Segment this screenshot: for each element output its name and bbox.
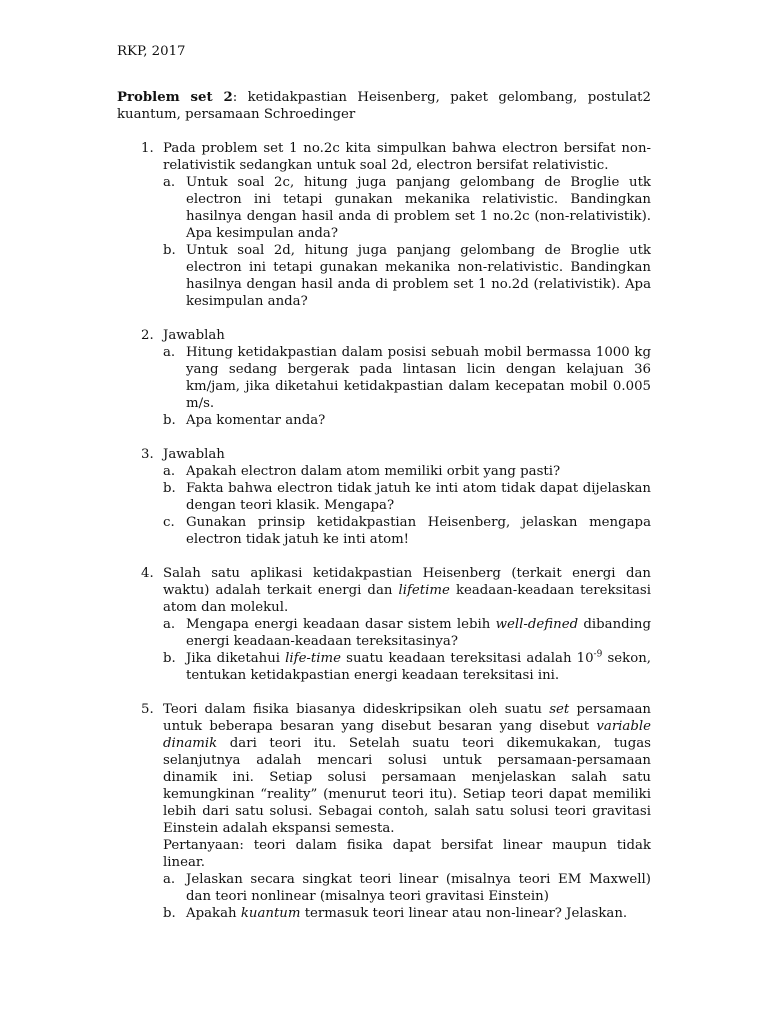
sub-text-part: dibanding energi keadaan-keadaan tereksitasinya? xyxy=(186,617,651,649)
sub-emphasis: kuantum xyxy=(240,906,301,921)
sub-text: Untuk soal 2c, hitung juga panjang gelombang de Broglie utk electron ini tetapi gunakan mekanika relativistic. Bandingkan hasilnya dengan hasil anda di problem set 1 no.2c (non-relativistik). Apa kesimpulan anda? xyxy=(186,175,651,241)
problem-number: 3. xyxy=(141,447,154,462)
title-text: : ketidakpastian Heisenberg, paket gelombang, postulat2 kuantum, persamaan Schroedinger xyxy=(117,90,651,122)
problem-intro: Jawablah xyxy=(163,328,225,343)
sub-question xyxy=(163,463,651,480)
problem-intro xyxy=(163,565,651,616)
sub-text-part: Jika diketahui xyxy=(186,651,286,666)
intro-text: Teori dalam fisika biasanya dideskripsikan oleh suatu xyxy=(163,702,550,717)
intro-emphasis: lifetime xyxy=(398,583,450,598)
sub-question xyxy=(163,616,651,650)
intro-text: persamaan untuk beberapa besaran yang disebut besaran yang disebut xyxy=(163,702,651,734)
intro-emphasis: variable dinamik xyxy=(163,719,651,751)
sub-text xyxy=(186,617,651,649)
sub-label: b. xyxy=(163,906,176,921)
problem-2 xyxy=(117,327,651,429)
sub-label: b. xyxy=(163,413,176,428)
problem-5 xyxy=(117,701,651,922)
problem-4 xyxy=(117,565,651,684)
sub-text-part: termasuk teori linear atau non-linear? Jelaskan. xyxy=(300,906,628,921)
sub-question xyxy=(163,412,651,429)
problem-3 xyxy=(117,446,651,548)
sub-text xyxy=(186,651,651,683)
sub-label: b. xyxy=(163,243,176,258)
sub-text: Apa komentar anda? xyxy=(186,413,326,428)
intro-text: Salah satu aplikasi ketidakpastian Heisenberg (terkait energi dan waktu) adalah terkait energi dan xyxy=(163,566,651,598)
problem-intro: Pada problem set 1 no.2c kita simpulkan bahwa electron bersifat non-relativistik sedangkan untuk soal 2d, electron bersifat relativistic. xyxy=(163,141,651,173)
sub-text: Gunakan prinsip ketidakpastian Heisenberg, jelaskan mengapa electron tidak jatuh ke inti atom! xyxy=(186,515,651,547)
sub-question xyxy=(163,344,651,412)
sub-label: a. xyxy=(163,345,176,360)
problem-list xyxy=(117,140,651,939)
sub-emphasis: life-time xyxy=(285,651,342,666)
problem-number: 4. xyxy=(141,566,154,581)
sub-question xyxy=(163,871,651,905)
sub-question xyxy=(163,650,651,684)
problem-number: 2. xyxy=(141,328,154,343)
sub-text: Hitung ketidakpastian dalam posisi sebuah mobil bermassa 1000 kg yang sedang bergerak pada lintasan licin dengan kelajuan 36 km/jam, jika diketahui ketidakpastian dalam kecepatan mobil 0.005 m/s. xyxy=(186,345,651,411)
sub-text: Apakah electron dalam atom memiliki orbit yang pasti? xyxy=(186,464,561,479)
sub-text-part: suatu keadaan tereksitasi adalah 10 xyxy=(341,651,594,666)
sub-text-part: sekon, tentukan ketidakpastian energi keadaan tereksitasi ini. xyxy=(186,651,651,683)
problem-number: 1. xyxy=(141,141,154,156)
sub-label: a. xyxy=(163,464,176,479)
title-label: Problem set 2 xyxy=(117,90,233,105)
sub-question xyxy=(163,905,651,922)
sub-text: Fakta bahwa electron tidak jatuh ke inti atom tidak dapat dijelaskan dengan teori klasik. Mengapa? xyxy=(186,481,651,513)
problem-set-title xyxy=(117,89,651,123)
problem-intro xyxy=(163,701,651,837)
sub-text-part: Apakah xyxy=(186,906,241,921)
sub-question xyxy=(163,514,651,548)
intro-text: keadaan-keadaan tereksitasi atom dan molekul. xyxy=(163,583,651,615)
sub-label: a. xyxy=(163,872,176,887)
document-header: RKP, 2017 xyxy=(117,44,186,59)
sub-label: b. xyxy=(163,481,176,496)
sub-text: Untuk soal 2d, hitung juga panjang gelombang de Broglie utk electron ini tetapi gunakan mekanika non-relativistic. Bandingkan hasilnya dengan hasil anda di problem set 1 no.2d (relativistik). Apa kesimpulan anda? xyxy=(186,243,651,309)
exponent: -9 xyxy=(593,649,603,660)
sub-question xyxy=(163,242,651,310)
sub-label: a. xyxy=(163,617,176,632)
sub-label: b. xyxy=(163,651,176,666)
sub-emphasis: well-defined xyxy=(495,617,579,632)
intro-text: dari teori itu. Setelah suatu teori dikemukakan, tugas selanjutnya adalah mencari solusi untuk persamaan-persamaan dinamik ini. Setiap solusi persamaan menjelaskan salah satu kemungkinan “reality” (menurut teori itu). Setiap teori dapat memiliki lebih dari satu solusi. Sebagai contoh, salah satu solusi teori gravitasi Einstein adalah ekspansi semesta. xyxy=(163,736,651,836)
problem-question: Pertanyaan: teori dalam fisika dapat bersifat linear maupun tidak linear. xyxy=(163,838,651,870)
sub-question xyxy=(163,174,651,242)
problem-1 xyxy=(117,140,651,310)
problem-number: 5. xyxy=(141,702,154,717)
intro-emphasis: set xyxy=(549,702,570,717)
sub-label: a. xyxy=(163,175,176,190)
problem-intro: Jawablah xyxy=(163,447,225,462)
sub-question xyxy=(163,480,651,514)
sub-label: c. xyxy=(163,515,175,530)
sub-text: Jelaskan secara singkat teori linear (misalnya teori EM Maxwell) dan teori nonlinear (misalnya teori gravitasi Einstein) xyxy=(186,872,651,904)
sub-text xyxy=(186,906,627,921)
sub-text-part: Mengapa energi keadaan dasar sistem lebih xyxy=(186,617,496,632)
